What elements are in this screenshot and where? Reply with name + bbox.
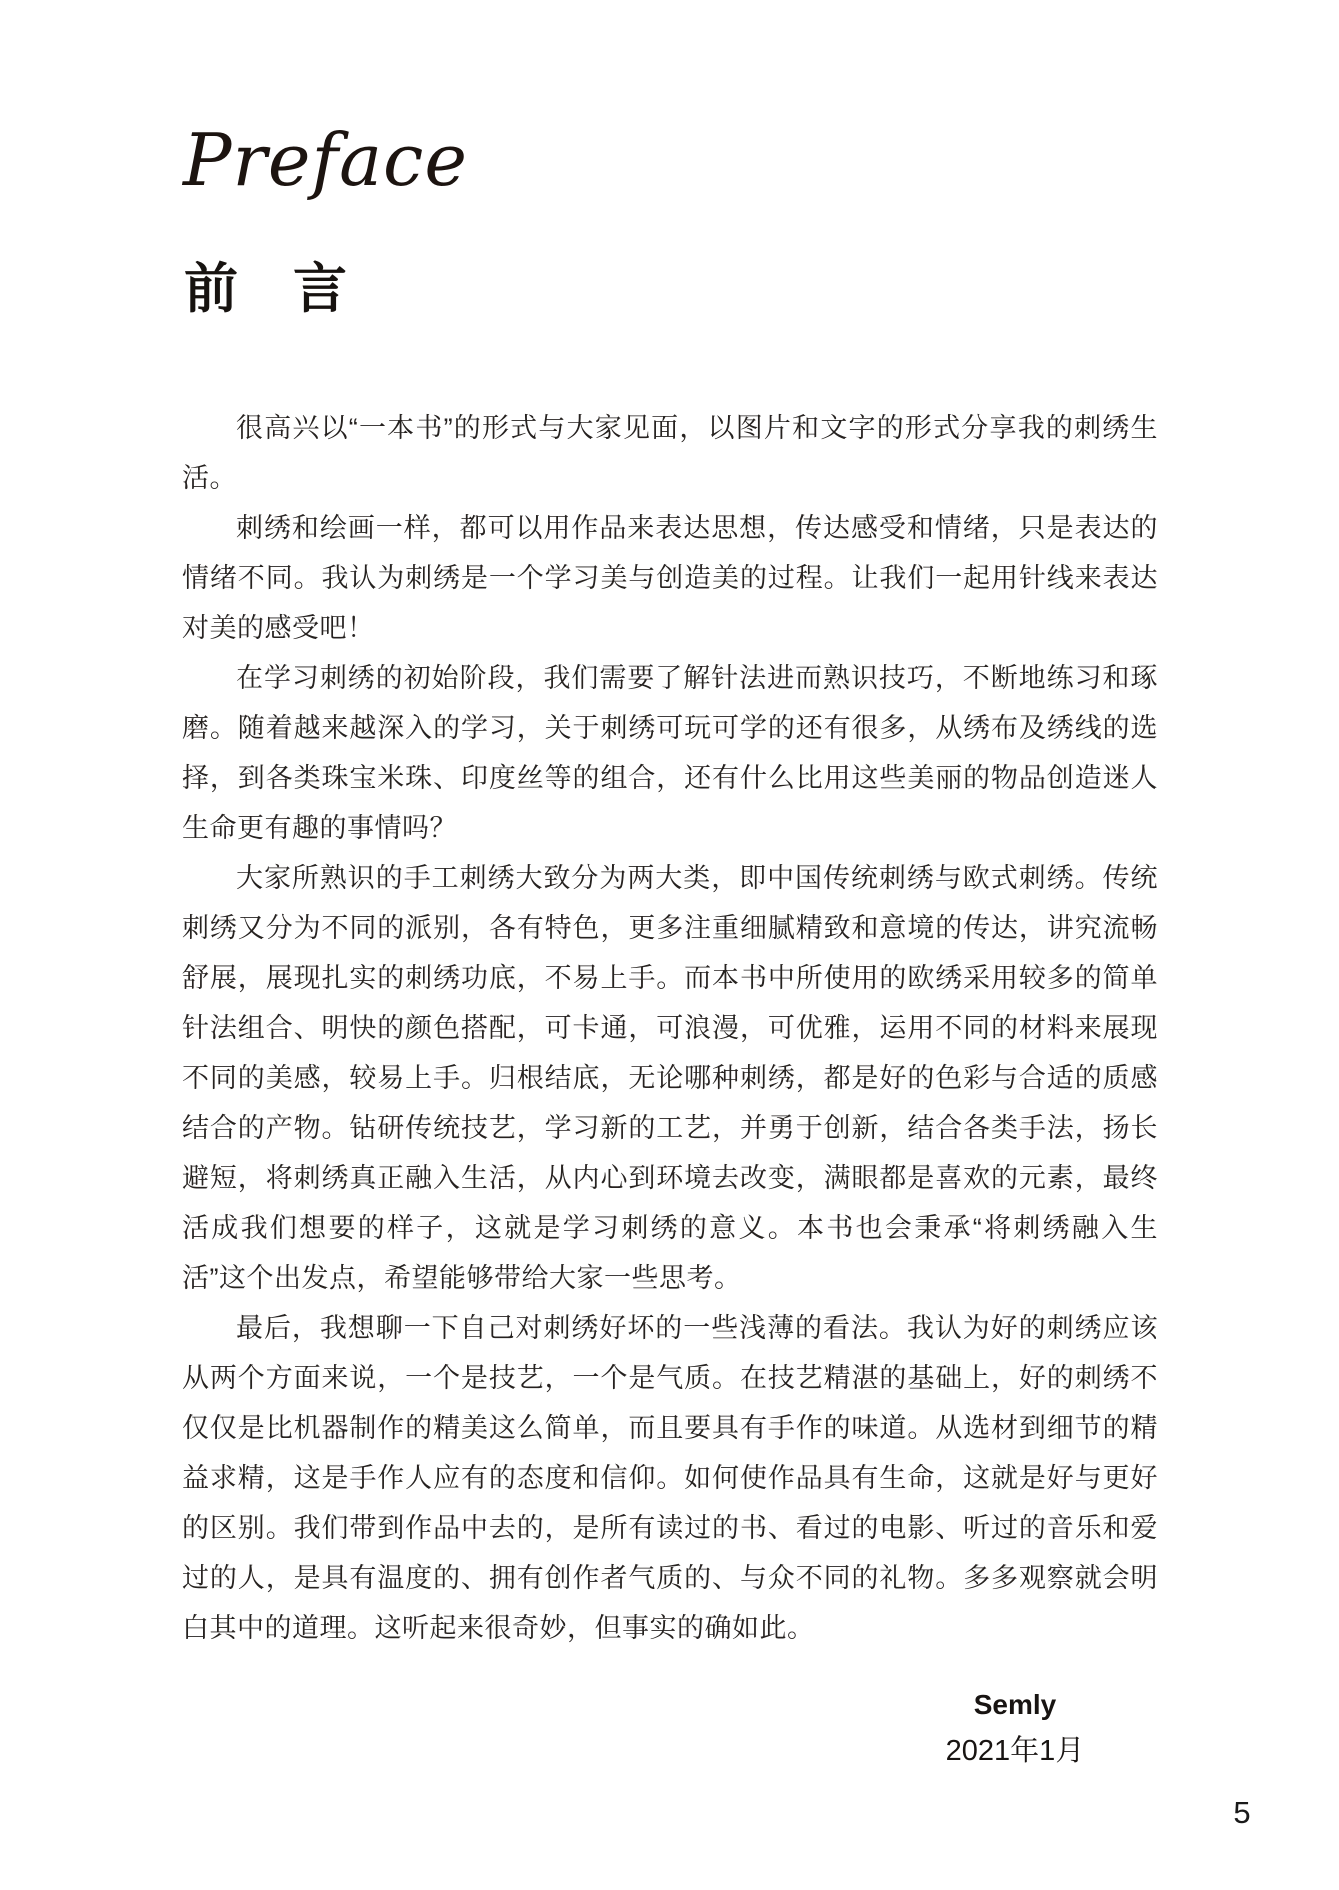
preface-paragraph: 最后，我想聊一下自己对刺绣好坏的一些浅薄的看法。我认为好的刺绣应该从两个方面来说，一个是技艺，一个是气质。在技艺精湛的基础上，好的刺绣不仅仅是比机器制作的精美这么简单，而且要具有手作的味道。从选材到细节的精益求精，这是手作人应有的态度和信仰。如何使作品具有生命，这就是好与更好的区别。我们带到作品中去的，是所有读过的书、看过的电影、听过的音乐和爱过的人，是具有温度的、拥有创作者气质的、与众不同的礼物。多多观察就会明白其中的道理。这听起来很奇妙，但事实的确如此。: [182, 1313, 1158, 1643]
preface-paragraph: 在学习刺绣的初始阶段，我们需要了解针法进而熟识技巧，不断地练习和琢磨。随着越来越深入的学习，关于刺绣可玩可学的还有很多，从绣布及绣线的选择，到各类珠宝米珠、印度丝等的组合，还有什么比用这些美丽的物品创造迷人生命更有趣的事情吗？: [182, 663, 1158, 843]
preface-body: [182, 403, 1158, 1653]
author-signature: Semly: [973, 1689, 1057, 1720]
preface-paragraph: 很高兴以“一本书”的形式与大家见面，以图片和文字的形式分享我的刺绣生活。: [182, 413, 1158, 493]
signature-block: [890, 1682, 1140, 1774]
preface-paragraph: 大家所熟识的手工刺绣大致分为两大类，即中国传统刺绣与欧式刺绣。传统刺绣又分为不同的派别，各有特色，更多注重细腻精致和意境的传达，讲究流畅舒展，展现扎实的刺绣功底，不易上手。而本书中所使用的欧绣采用较多的简单针法组合、明快的颜色搭配，可卡通，可浪漫，可优雅，运用不同的材料来展现不同的美感，较易上手。归根结底，无论哪种刺绣，都是好的色彩与合适的质感结合的产物。钻研传统技艺，学习新的工艺，并勇于创新，结合各类手法，扬长避短，将刺绣真正融入生活，从内心到环境去改变，满眼都是喜欢的元素，最终活成我们想要的样子，这就是学习刺绣的意义。本书也会秉承“将刺绣融入生活”这个出发点，希望能够带给大家一些思考。: [182, 863, 1158, 1293]
page-title-chinese: 前 言: [184, 259, 368, 319]
page-number: 5: [1233, 1795, 1251, 1830]
signature-date: 2021年1月: [945, 1735, 1085, 1767]
page-title-english: Preface: [183, 118, 468, 202]
preface-paragraph: 刺绣和绘画一样，都可以用作品来表达思想，传达感受和情绪，只是表达的情绪不同。我认为刺绣是一个学习美与创造美的过程。让我们一起用针线来表达对美的感受吧！: [182, 513, 1158, 643]
